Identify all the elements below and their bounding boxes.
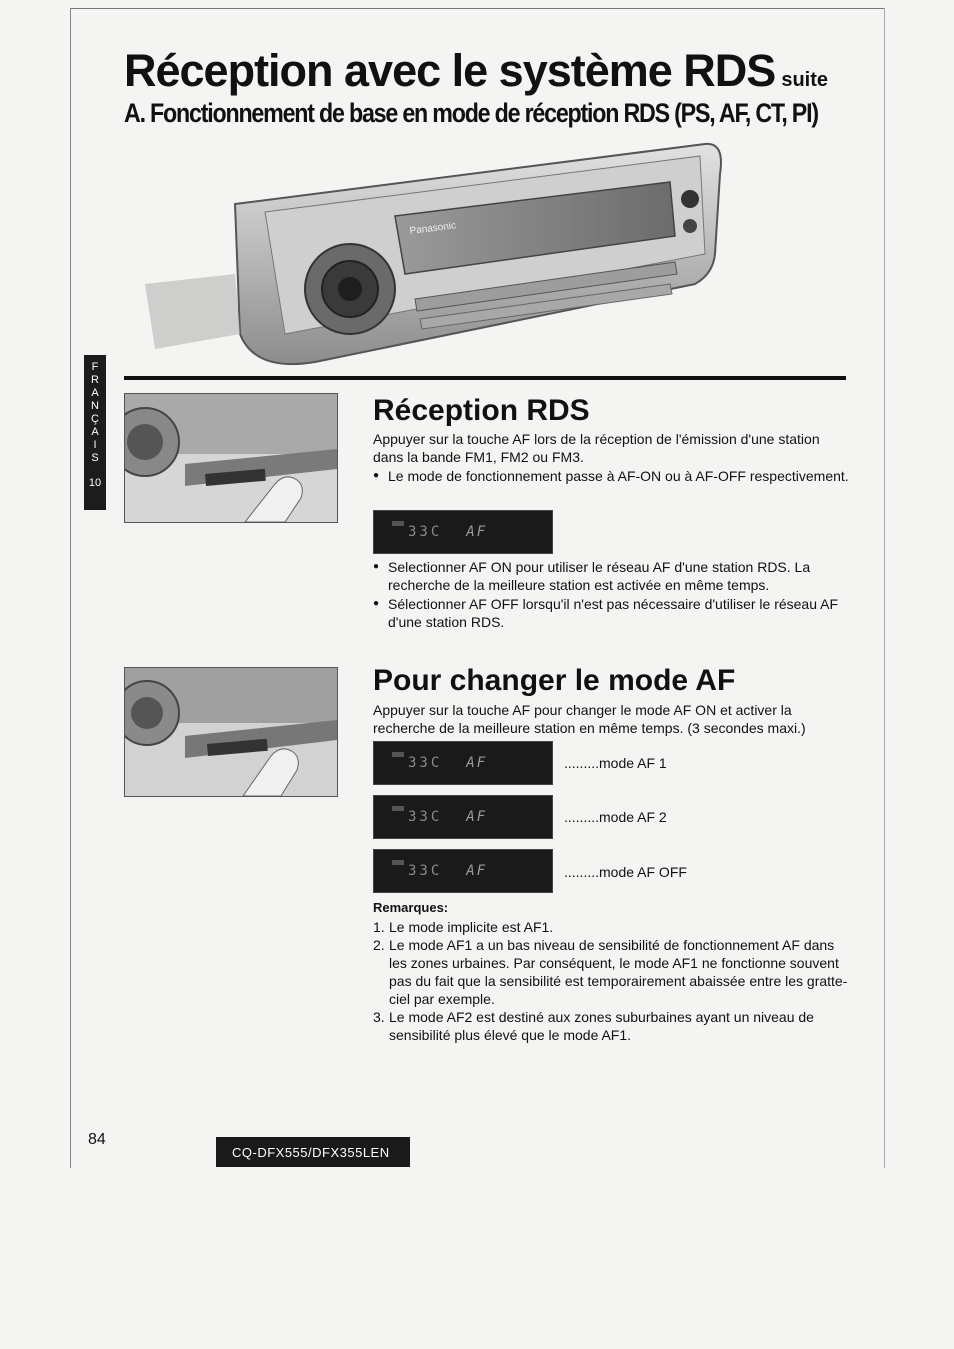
frame-left-line: [70, 8, 71, 1168]
remark-item: [373, 936, 849, 1008]
side-tab-letter: N: [91, 400, 99, 412]
mode-af2-label: .........mode AF 2: [564, 809, 667, 825]
frame-right-line: [884, 8, 885, 1168]
remark-number: 1.: [373, 919, 385, 935]
section1-bullet-2: ● Selectionner AF ON pour utiliser le réseau AF d'une station RDS. La recherche de la meilleure station est activée en même temps.: [373, 558, 863, 594]
remark-item: [373, 918, 849, 936]
remark-text: Le mode AF1 a un bas niveau de sensibilité de fonctionnement AF dans les zones urbaines. Par conséquent, le mode AF1 ne fonctionne souvent pas du fait que la sensibilité est temporairement abaissée entre les gratte-ciel par exemple.: [389, 937, 848, 1007]
lcd-display-af1: [373, 741, 553, 785]
lcd-indicator: [392, 521, 404, 526]
lcd-af-indicator: AF: [466, 863, 488, 879]
remark-text: Le mode implicite est AF1.: [389, 919, 554, 935]
side-tab-letter: A: [91, 387, 99, 399]
lcd-frequency-digits: 33C: [408, 809, 443, 825]
lcd-af-indicator: AF: [466, 755, 488, 771]
section-rule: [124, 376, 846, 380]
frame-top-line: [70, 8, 885, 9]
lcd-display-1: [373, 510, 553, 554]
language-side-tab: [84, 355, 106, 510]
page-number: 84: [88, 1131, 106, 1148]
lcd-frequency-digits: 33C: [408, 524, 443, 540]
brand-logo-text: Panasonic: [409, 220, 457, 237]
remark-item: [373, 1008, 849, 1044]
af-button-photo-1: [124, 393, 338, 523]
lcd-display-af2: [373, 795, 553, 839]
page-title: [124, 45, 829, 96]
lcd-frequency-digits: 33C: [408, 863, 443, 879]
lcd-af-indicator: AF: [466, 524, 488, 540]
model-number: CQ-DFX555/DFX355LEN: [232, 1144, 390, 1160]
remark-number: 3.: [373, 1009, 385, 1025]
page-title-text: Réception avec le système RDS: [124, 45, 776, 96]
section1-intro: Appuyer sur la touche AF lors de la réception de l'émission d'une station dans la bande FM1, FM2 ou FM3.: [373, 431, 820, 465]
section1-bullet-3: ● Sélectionner AF OFF lorsqu'il n'est pas nécessaire d'utiliser le réseau AF d'une station RDS.: [373, 595, 863, 631]
lcd-af-indicator: AF: [466, 809, 488, 825]
side-tab-letter: F: [91, 361, 99, 373]
mode-af1-label: .........mode AF 1: [564, 755, 667, 771]
lcd-indicator: [392, 860, 404, 865]
remarks-title: Remarques:: [373, 900, 449, 915]
lcd-indicator: [392, 806, 404, 811]
remark-number: 2.: [373, 937, 385, 953]
side-tab-number: 10: [88, 477, 102, 489]
model-number-bar: [216, 1137, 410, 1167]
lcd-indicator: [392, 752, 404, 757]
lcd-frequency-digits: 33C: [408, 755, 443, 771]
side-tab-letter: Ç: [91, 413, 99, 425]
side-tab-letter: R: [91, 374, 99, 386]
section2-heading: Pour changer le mode AF: [373, 664, 736, 697]
side-tab-letter: I: [93, 439, 97, 451]
lcd-display-afoff: [373, 849, 553, 893]
remark-text: Le mode AF2 est destiné aux zones suburbaines ayant un niveau de sensibilité plus élevé que le mode AF1.: [389, 1009, 814, 1043]
car-stereo-illustration: [115, 134, 845, 374]
section1-heading: Réception RDS: [373, 394, 590, 427]
mode-afoff-label: .........mode AF OFF: [564, 864, 687, 880]
section-subtitle: A. Fonctionnement de base en mode de réception RDS (PS, AF, CT, PI): [124, 98, 818, 128]
section1-bullet-1: ● Le mode de fonctionnement passe à AF-ON ou à AF-OFF respectivement.: [373, 467, 863, 485]
section2-intro: Appuyer sur la touche AF pour changer le mode AF ON et activer la recherche de la meilleure station en même temps. (3 secondes maxi.): [373, 702, 806, 736]
side-tab-letter: S: [91, 452, 99, 464]
af-button-photo-2: [124, 667, 338, 797]
side-tab-letter: A: [91, 426, 99, 438]
page-title-suffix: suite: [781, 69, 829, 91]
